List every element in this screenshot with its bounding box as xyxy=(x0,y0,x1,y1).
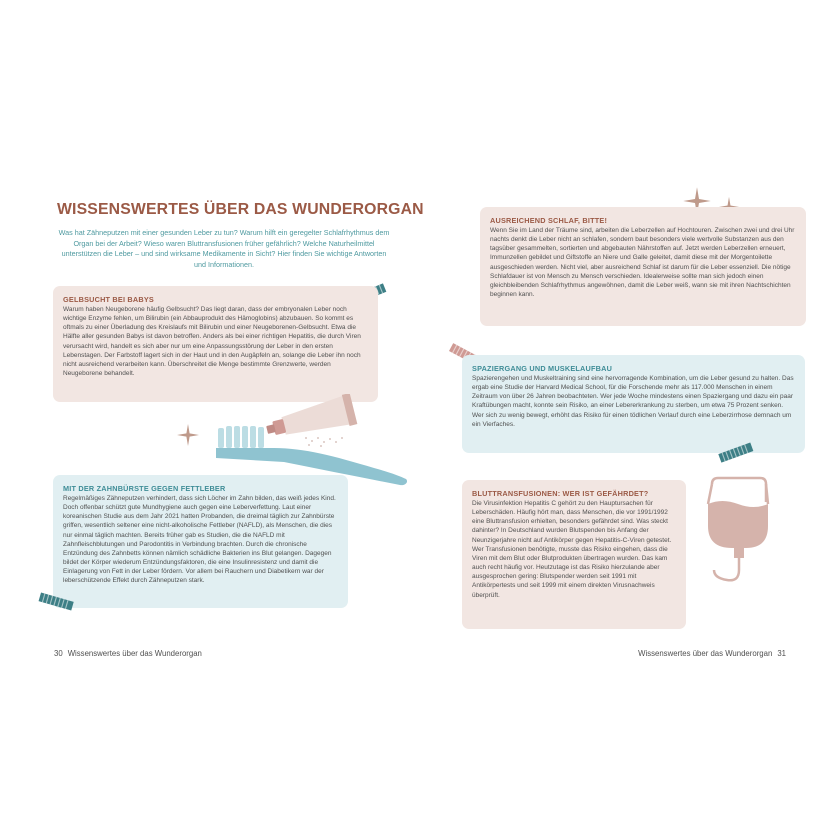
washi-tape-icon xyxy=(36,590,76,614)
box-heading: GELBSUCHT BEI BABYS xyxy=(63,295,154,304)
iv-blood-bag-icon xyxy=(702,474,818,588)
box-heading: SPAZIERGANG UND MUSKELAUFBAU xyxy=(472,364,613,373)
info-box-bluttransfusion xyxy=(462,480,686,629)
info-box-gelbsucht xyxy=(53,286,378,402)
page-title: WISSENSWERTES ÜBER DAS WUNDERORGAN xyxy=(57,201,424,218)
page-footer-left xyxy=(54,649,202,658)
info-box-zahnbuerste xyxy=(53,475,348,608)
box-text: Spazierengehen und Muskeltraining sind eine hervorragende Kombination, um die Leber gesund zu halten. Das ergab eine Studie der Harvard Medical School, für die Forschende mehr als 117.000 Menschen in einem Zeitraum von über 26 Jahren beobachteten. Wer jede Woche mindestens einen Spaziergang und dazu ein paar Kraftübungen macht, konnte sein Risiko, an einer Lebererkrankung zu sterben, um etwa 75 Prozent senken. Wer sich zu wenig bewegt, erhöht das Risiko für einen tödlichen Verlauf durch eine Leberzirrhose demnach um ein Vierfaches. xyxy=(472,375,794,428)
running-title: Wissenswertes über das Wunderorgan xyxy=(67,649,202,658)
sparkle-icon xyxy=(176,423,200,447)
box-text: Wenn Sie im Land der Träume sind, arbeiten die Leberzellen auf Hochtouren. Zwischen zwei und drei Uhr nachts denkt die Leber nicht an schlafen, sondern baut besonders viele wertvolle Substanzen aus den tagsüber gesammelten, sortierten und abgebauten Nährstoffen auf. Jetzt werden Leberzellen erneuert, Immunzellen gebildet und Giftstoffe an Niere und Galle geleitet, damit diese mit der Morgentoilette ausgeschieden werden. Nicht viel, aber ausreichend Schlaf ist darum für die Leber essenziell. Die nötige Schlafdauer ist von Mensch zu Mensch verschieden. Idealerweise sollte man sich jedoch einen gleichbleibenden Schlafrhythmus angewöhnen, damit die Leber weiß, wann sie mit ihren Nachtschichten beginnen kann. xyxy=(490,227,795,299)
box-text: Warum haben Neugeborene häufig Gelbsucht? Das liegt daran, dass der embryonalen Leber noch wichtige Enzyme fehlen, um Bilirubin (ein Abbauprodukt des Hämoglobins) abzubauen. So kommt es oftmals zu einer Überladung des Kreislaufs mit Bilirubin und einer Neugeborenen-Gelbsucht. Etwa die Hälfte aller gesunden Babys ist davon betroffen. Anders als bei einer richtigen Hepatitis, die durch Viren verursacht wird, handelt es sich aber nur um eine Anpassungsstörung der Leber in den ersten Lebenstagen. Der Farbstoff lagert sich in der Haut und in den Augäpfeln an, solange die Leber ihn noch nicht ausreichend verarbeiten kann. Überschreitet die Menge bestimmte Grenzwerte, werden Neugeborene behandelt. xyxy=(63,306,361,378)
toothpaste-tube-icon xyxy=(262,394,362,454)
page-number: 30 xyxy=(54,649,63,658)
right-page xyxy=(420,0,840,840)
washi-tape-icon xyxy=(716,440,756,466)
box-heading: AUSREICHEND SCHLAF, BITTE! xyxy=(490,216,608,225)
box-text: Regelmäßiges Zähneputzen verhindert, dass sich Löcher im Zahn bilden, das weiß jedes Kind. Doch offenbar schützt gute Mundhygiene auch gegen eine Leberverfettung. Laut einer koreanischen Studie aus dem Jahr 2021 hatten Probanden, die dreimal täglich zur Zahnbürste griffen, wesentlich seltener eine nicht-alkoholische Fettleber (NAFLD), als Menschen, die dies nur einmal täglich machten. Bereits früher gab es Studien, die die NAFLD mit Zahnfleischblutungen und Parodontitis in Verbindung brachten. Durch die chronische Entzündung des Zahnbetts können nämlich schädliche Bakterien ins Blut gelangen. Dagegen bildet der Körper wiederum Entzündungsfaktoren, die eine Insulinresistenz und damit die Einlagerung von Fett in der Leber fördern. Vor allem bei Rauchern und Diabetikern war der leberschützende Effekt durch Zähneputzen stark. xyxy=(63,495,336,585)
page-footer-right xyxy=(638,649,786,658)
box-heading: MIT DER ZAHNBÜRSTE GEGEN FETTLEBER xyxy=(63,484,226,493)
info-box-schlaf xyxy=(480,207,806,326)
box-text: Die Virusinfektion Hepatitis C gehört zu den Hauptursachen für Leberschäden. Häufig hört man, dass Menschen, die vor 1991/1992 eine Bluttransfusion erhielten, besonders gefährdet sind. Was steckt dahinter? In Deutschland wurden Blutspenden bis Anfang der Neunzigerjahre nicht auf Antikörper gegen Hepatitis-C-Viren getestet. Wer Transfusionen benötigte, musste das Risiko eingehen, dass die Viren mit dem Blut oder Blutprodukten übertragen wurden. Das kam auch recht häufig vor. Heutzutage ist das Risiko hierzulande aber ausgesprochen gering: Blutspender werden seit 1991 mit Antikörpertests und seit 1999 mit einem direkten Virusnachweis überprüft. xyxy=(472,500,672,599)
box-heading: BLUTTRANSFUSIONEN: WER IST GEFÄHRDET? xyxy=(472,489,649,498)
running-title: Wissenswertes über das Wunderorgan xyxy=(638,649,773,658)
page-number: 31 xyxy=(777,649,786,658)
info-box-spaziergang xyxy=(462,355,805,453)
intro-text: Was hat Zähneputzen mit einer gesunden Leber zu tun? Warum hilft ein geregelter Schlafrhythmus dem Organ bei der Arbeit? Wieso waren Bluttransfusionen früher gefährlich? Welche Naturheilmittel unterstützen die Leber – und sind wirksame Medikamente in Sicht? Hier finden Sie wichtige Antworten und Informationen. xyxy=(58,228,390,269)
